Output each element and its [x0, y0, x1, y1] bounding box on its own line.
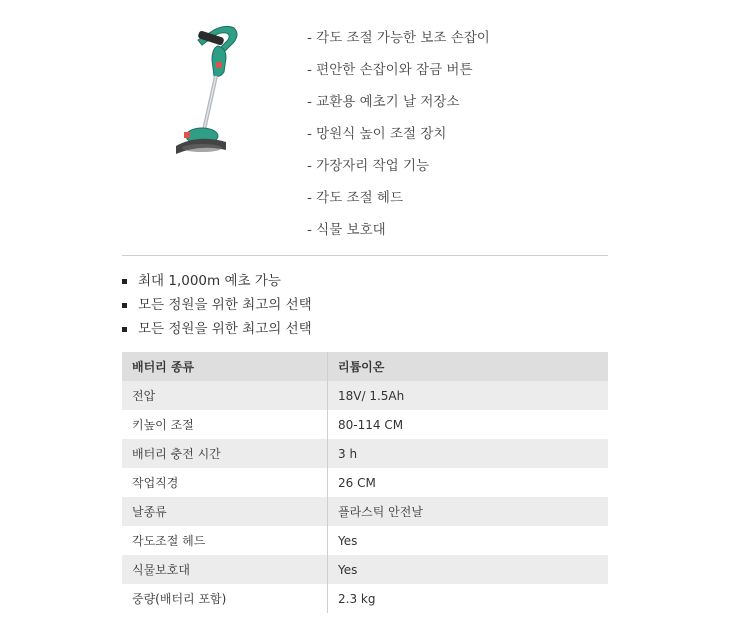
section-divider: [122, 255, 608, 256]
spec-label: 식물보호대: [122, 555, 328, 584]
feature-item: - 편안한 손잡이와 잠금 버튼: [307, 62, 473, 78]
highlight-list: [122, 270, 312, 342]
feature-list: [307, 27, 490, 251]
grass-trimmer-image: [168, 18, 248, 158]
spec-row: [122, 526, 608, 555]
spec-header-value: 리튬이온: [328, 352, 609, 381]
spec-label: 날종류: [122, 497, 328, 526]
feature-item: - 망원식 높이 조절 장치: [307, 126, 447, 142]
highlight-item: [122, 318, 312, 342]
spec-label: 키높이 조절: [122, 410, 328, 439]
spec-row: [122, 555, 608, 584]
highlight-text: 최대 1,000m 예초 가능: [138, 273, 281, 289]
highlight-item: [122, 270, 312, 294]
spec-value: 3 h: [328, 439, 609, 468]
spec-table: [122, 352, 608, 613]
feature-item: - 각도 조절 가능한 보조 손잡이: [307, 30, 490, 46]
highlight-item: [122, 294, 312, 318]
feature-item: - 각도 조절 헤드: [307, 190, 403, 206]
spec-table-header: [122, 352, 608, 381]
spec-label: 전압: [122, 381, 328, 410]
trimmer-switch: [216, 62, 222, 68]
spec-row: [122, 410, 608, 439]
spec-label: 작업직경: [122, 468, 328, 497]
spec-label: 중량(배터리 포함): [122, 584, 328, 613]
spec-row: [122, 584, 608, 613]
spec-row: [122, 468, 608, 497]
spec-row: [122, 497, 608, 526]
highlight-text: 모든 정원을 위한 최고의 선택: [138, 321, 312, 337]
square-bullet-icon: [122, 279, 127, 284]
feature-item: - 교환용 예초기 날 저장소: [307, 94, 460, 110]
feature-item: - 가장자리 작업 기능: [307, 158, 430, 174]
feature-item: - 식물 보호대: [307, 222, 386, 238]
spec-label: 각도조절 헤드: [122, 526, 328, 555]
square-bullet-icon: [122, 303, 127, 308]
spec-value: 플라스틱 안전날: [328, 497, 609, 526]
spec-value: 2.3 kg: [328, 584, 609, 613]
trimmer-body: [212, 46, 226, 77]
spec-row: [122, 439, 608, 468]
spec-header-label: 배터리 종류: [122, 352, 328, 381]
spec-value: 18V/ 1.5Ah: [328, 381, 609, 410]
highlight-text: 모든 정원을 위한 최고의 선택: [138, 297, 312, 313]
square-bullet-icon: [122, 327, 127, 332]
spec-row: [122, 381, 608, 410]
spec-value: 80-114 CM: [328, 410, 609, 439]
spec-label: 배터리 충전 시간: [122, 439, 328, 468]
spec-value: Yes: [328, 555, 609, 584]
spec-value: Yes: [328, 526, 609, 555]
spec-value: 26 CM: [328, 468, 609, 497]
